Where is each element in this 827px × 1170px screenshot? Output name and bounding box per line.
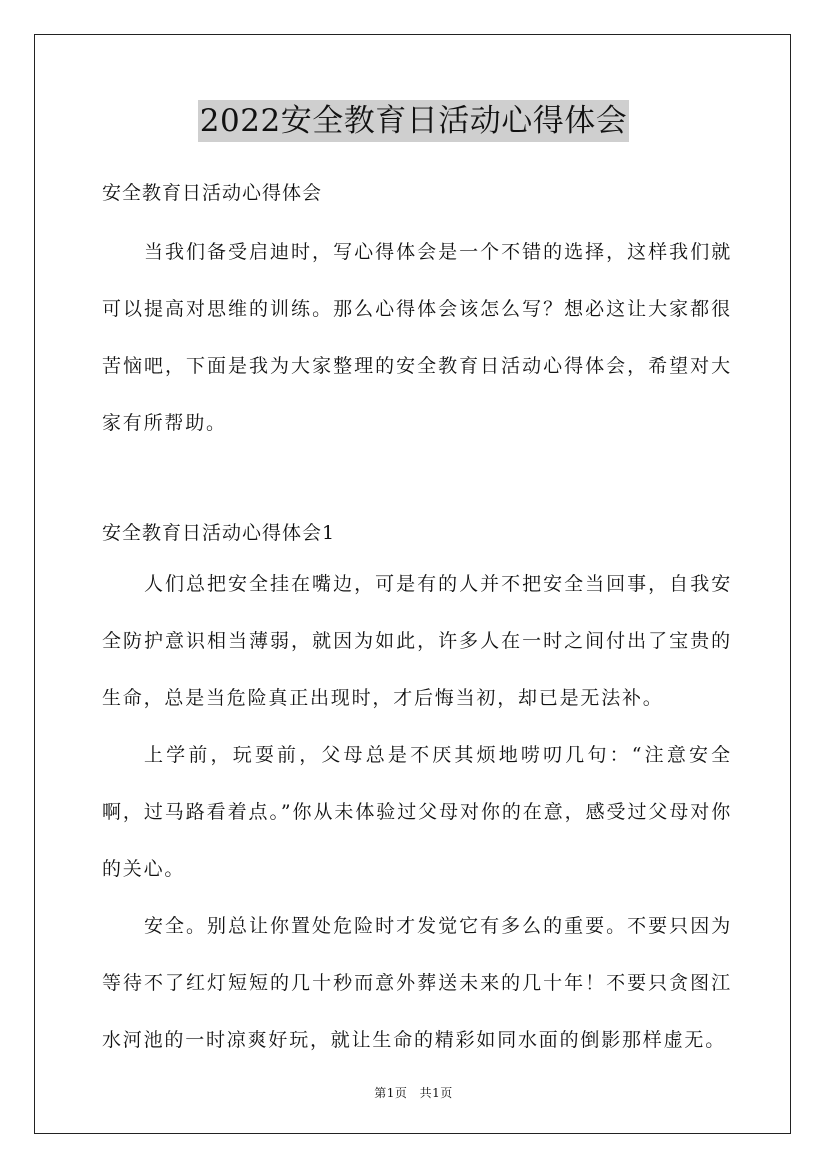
page-number-current: 第1页 [374, 1086, 408, 1100]
intro-paragraph: 当我们备受启迪时，写心得体会是一个不错的选择，这样我们就可以提高对思维的训练。那么心得体会该怎么写？想必这让大家都很苦恼吧，下面是我为大家整理的安全教育日活动心得体会，希望对大家有所帮助。 [102, 241, 732, 434]
body-paragraph-2: 上学前，玩耍前，父母总是不厌其烦地唠叨几句：“注意安全啊，过马路看着点。”你从未体验过父母对你的在意，感受过父母对你的关心。 [102, 744, 732, 880]
document-title: 2022安全教育日活动心得体会 [198, 100, 629, 142]
title-container [0, 100, 827, 142]
document-body [102, 170, 732, 1069]
section-title: 安全教育日活动心得体会1 [102, 522, 336, 544]
body-paragraph-1: 人们总把安全挂在嘴边，可是有的人并不把安全当回事，自我安全防护意识相当薄弱，就因为如此，许多人在一时之间付出了宝贵的生命，总是当危险真正出现时，才后悔当初，却已是无法补。 [102, 573, 732, 709]
document-subtitle: 安全教育日活动心得体会 [102, 182, 323, 204]
page-number-total: 共1页 [419, 1086, 453, 1100]
body-paragraph-3: 安全。别总让你置处危险时才发觉它有多么的重要。不要只因为等待不了红灯短短的几十秒而意外葬送未来的几十年！不要只贪图江水河池的一时凉爽好玩，就让生命的精彩如同水面的倒影那样虚无。 [102, 915, 732, 1051]
page-footer [0, 1084, 827, 1101]
